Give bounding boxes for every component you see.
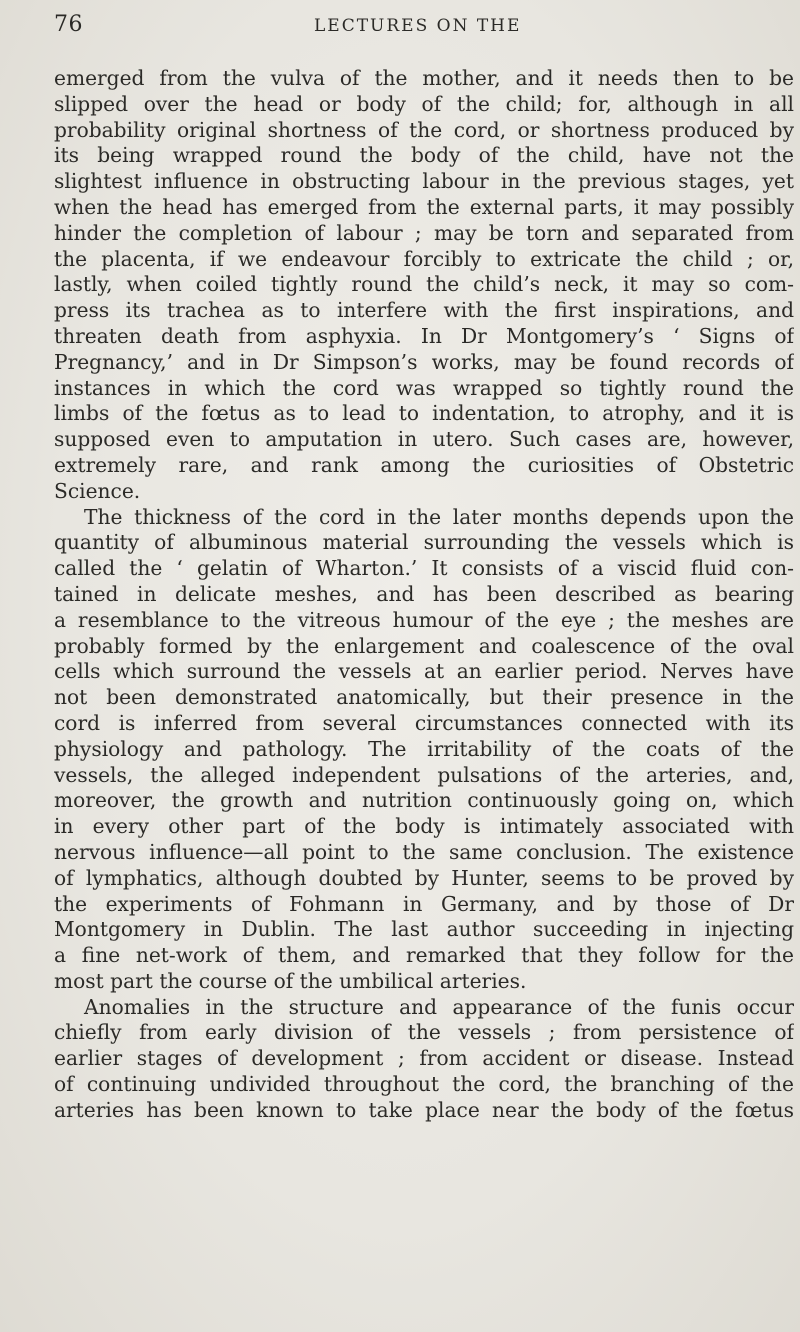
text-line: earlier stages of development ; from accident or disease. Instead: [54, 1046, 794, 1071]
text-line: Montgomery in Dublin. The last author succeeding in injecting: [54, 917, 794, 942]
text-line: nervous influence—all point to the same conclusion. The existence: [54, 839, 794, 864]
text-line: not been demonstrated anatomically, but their presence in the: [54, 685, 794, 710]
page-number: 76: [54, 12, 83, 37]
text-line: supposed even to amputation in utero. Such cases are, however,: [54, 427, 794, 452]
text-line: vessels, the alleged independent pulsations of the arteries, and,: [54, 762, 794, 787]
text-line: Anomalies in the structure and appearance of the funis occur: [84, 994, 794, 1019]
text-line: Science.: [54, 478, 141, 503]
text-line: slipped over the head or body of the child; for, although in all: [54, 91, 794, 116]
text-line: the experiments of Fohmann in Germany, and by those of Dr: [54, 891, 794, 916]
text-line: a fine net-work of them, and remarked that they follow for the: [54, 943, 794, 968]
text-line: cord is inferred from several circumstances connected with its: [54, 710, 794, 735]
text-line: slightest influence in obstructing labour in the previous stages, yet: [54, 169, 794, 194]
text-line: called the ‘ gelatin of Wharton.’ It consists of a viscid fluid con-: [54, 556, 794, 581]
paragraph: [54, 66, 794, 505]
text-line: limbs of the fœtus as to lead to indentation, to atrophy, and it is: [54, 401, 794, 426]
text-line: most part the course of the umbilical arteries.: [54, 968, 527, 993]
text-line: in every other part of the body is intimately associated with: [54, 814, 794, 839]
text-line: the placenta, if we endeavour forcibly to extricate the child ; or,: [54, 246, 794, 271]
paragraph: [54, 995, 794, 1124]
text-line: cells which surround the vessels at an earlier period. Nerves have: [54, 659, 794, 684]
text-line: of continuing undivided throughout the cord, the branching of the: [54, 1072, 794, 1097]
running-head: LECTURES ON THE: [314, 16, 522, 36]
text-line: Pregnancy,’ and in Dr Simpson’s works, may be found records of: [54, 349, 794, 374]
text-line: a resemblance to the vitreous humour of the eye ; the meshes are: [54, 607, 794, 632]
text-line: extremely rare, and rank among the curiosities of Obstetric: [54, 452, 794, 477]
text-line: press its trachea as to interfere with the first inspirations, and: [54, 298, 794, 323]
page-header: [54, 12, 794, 52]
text-line: of lymphatics, although doubted by Hunter, seems to be proved by: [54, 865, 794, 890]
paragraph: [54, 505, 794, 995]
text-line: its being wrapped round the body of the child, have not the: [54, 143, 794, 168]
text-line: moreover, the growth and nutrition continuously going on, which: [54, 788, 794, 813]
text-line: lastly, when coiled tightly round the child’s neck, it may so com-: [54, 272, 794, 297]
text-line: when the head has emerged from the external parts, it may possibly: [54, 194, 794, 219]
text-line: quantity of albuminous material surrounding the vessels which is: [54, 530, 794, 555]
text-line: emerged from the vulva of the mother, and it needs then to be: [54, 66, 794, 90]
body-text: [54, 66, 794, 1124]
text-line: arteries has been known to take place near the body of the fœtus: [54, 1097, 794, 1122]
text-line: threaten death from asphyxia. In Dr Montgomery’s ‘ Signs of: [54, 323, 794, 348]
text-line: probably formed by the enlargement and coalescence of the oval: [54, 633, 794, 658]
text-line: The thickness of the cord in the later months depends upon the: [84, 504, 794, 529]
text-line: physiology and pathology. The irritability of the coats of the: [54, 736, 794, 761]
text-line: tained in delicate meshes, and has been described as bearing: [54, 581, 794, 606]
text-line: instances in which the cord was wrapped so tightly round the: [54, 375, 794, 400]
text-line: chiefly from early division of the vessels ; from persistence of: [54, 1020, 794, 1045]
text-line: probability original shortness of the cord, or shortness produced by: [54, 117, 794, 142]
text-line: hinder the completion of labour ; may be torn and separated from: [54, 220, 794, 245]
